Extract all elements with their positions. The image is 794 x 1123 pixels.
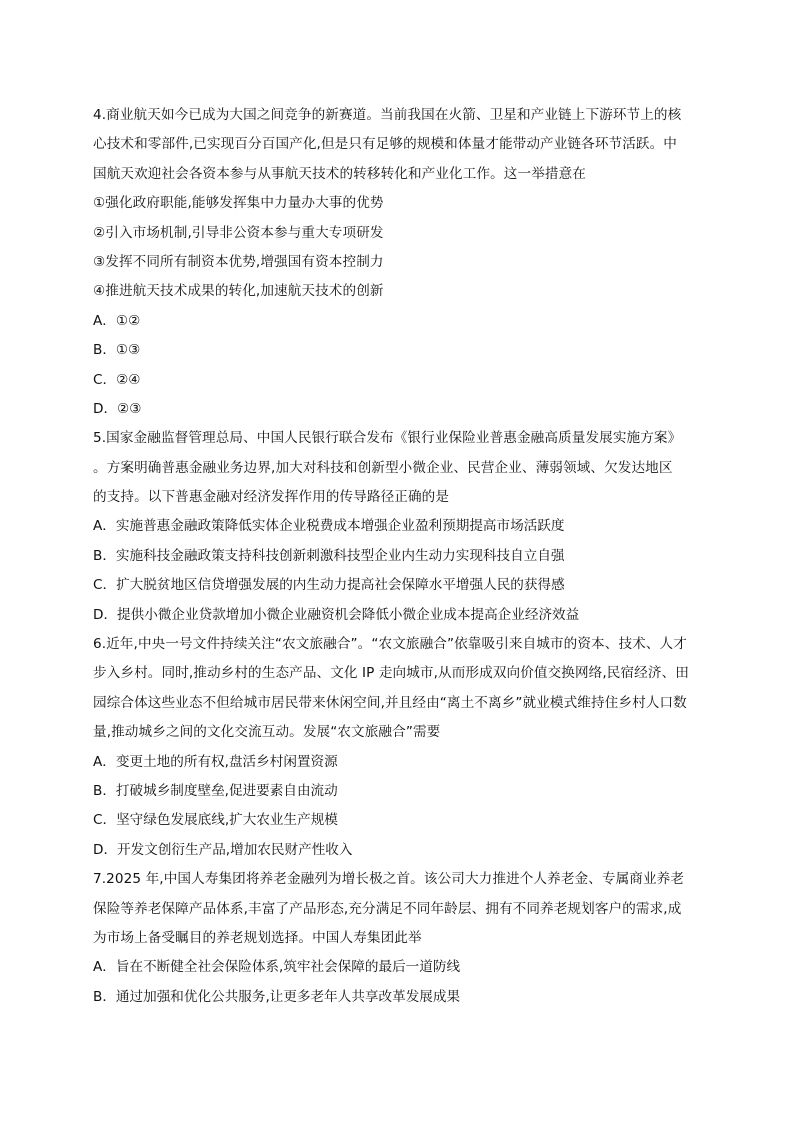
option-a: A．变更土地的所有权,盘活乡村闲置资源 — [93, 753, 338, 770]
question-stem-line: 5.国家金融监督管理总局、中国人民银行联合发布《银行业保险业普惠金融高质量发展实施方案》 — [93, 430, 682, 447]
statement-1: ①强化政府职能,能够发挥集中力量办大事的优势 — [93, 195, 384, 212]
option-c: C．②④ — [93, 371, 141, 388]
option-b: B．①③ — [93, 342, 141, 359]
option-d: D．开发文创衍生产品,增加农民财产性收入 — [93, 841, 353, 858]
question-stem-line: 保险等养老保障产品体系,丰富了产品形态,充分满足不同年龄层、拥有不同养老规划客户的需求,成 — [93, 900, 682, 917]
question-6 — [93, 630, 705, 865]
question-stem-line: 园综合体这些业态不但给城市居民带来休闲空间,并且经由“离土不离乡”就业模式维持住乡村人口数 — [93, 694, 687, 711]
question-4 — [93, 101, 705, 424]
question-7 — [93, 865, 705, 1012]
option-b: B．实施科技金融政策支持科技创新刺激科技型企业内生动力实现科技自立自强 — [93, 547, 565, 564]
option-a: A．旨在不断健全社会保险体系,筑牢社会保障的最后一道防线 — [93, 959, 461, 976]
option-d: D．提供小微企业贷款增加小微企业融资机会降低小微企业成本提高企业经济效益 — [93, 606, 580, 623]
option-c: C．扩大脱贫地区信贷增强发展的内生动力提高社会保障水平增强人民的获得感 — [93, 577, 565, 594]
question-stem-line: 国航天欢迎社会各资本参与从事航天技术的转移转化和产业化工作。这一举措意在 — [93, 165, 586, 182]
question-stem-line: 。方案明确普惠金融业务边界,加大对科技和创新型小微企业、民营企业、薄弱领域、欠发达地区 — [93, 459, 673, 476]
option-a: A．①② — [93, 312, 141, 329]
question-stem-line: 7.2025 年,中国人寿集团将养老金融列为增长极之首。该公司大力推进个人养老金、专属商业养老 — [93, 871, 685, 888]
question-stem-line: 步入乡村。同时,推动乡村的生态产品、文化 IP 走向城市,从而形成双向价值交换网络,民宿经济、田 — [93, 665, 689, 682]
option-a: A．实施普惠金融政策降低实体企业税费成本增强企业盈利预期提高市场活跃度 — [93, 518, 565, 535]
question-5 — [93, 424, 705, 630]
statement-2: ②引入市场机制,引导非公资本参与重大专项研发 — [93, 224, 384, 241]
question-stem-line: 6.近年,中央一号文件持续关注“农文旅融合”。“农文旅融合”依靠吸引来自城市的资本、技术、人才 — [93, 636, 687, 653]
statement-4: ④推进航天技术成果的转化,加速航天技术的创新 — [93, 283, 384, 300]
question-stem-line: 4.商业航天如今已成为大国之间竞争的新赛道。当前我国在火箭、卫星和产业链上下游环节上的核 — [93, 107, 682, 123]
option-b: B．通过加强和优化公共服务,让更多老年人共享改革发展成果 — [93, 988, 461, 1005]
question-stem-line: 为市场上备受瞩目的养老规划选择。中国人寿集团此举 — [93, 929, 422, 946]
question-stem-line: 的支持。以下普惠金融对经济发挥作用的传导路径正确的是 — [93, 489, 450, 506]
question-stem-line: 心技术和零部件,已实现百分百国产化,但是只有足够的规模和体量才能带动产业链各环节活跃。中 — [93, 136, 677, 153]
document-page — [93, 101, 705, 1012]
question-stem-line: 量,推动城乡之间的文化交流互动。发展“农文旅融合”需要 — [93, 724, 441, 741]
option-b: B．打破城乡制度壁垒,促进要素自由流动 — [93, 782, 338, 799]
statement-3: ③发挥不同所有制资本优势,增强国有资本控制力 — [93, 253, 384, 270]
option-c: C．坚守绿色发展底线,扩大农业生产规模 — [93, 812, 338, 829]
option-d: D．②③ — [93, 400, 142, 417]
